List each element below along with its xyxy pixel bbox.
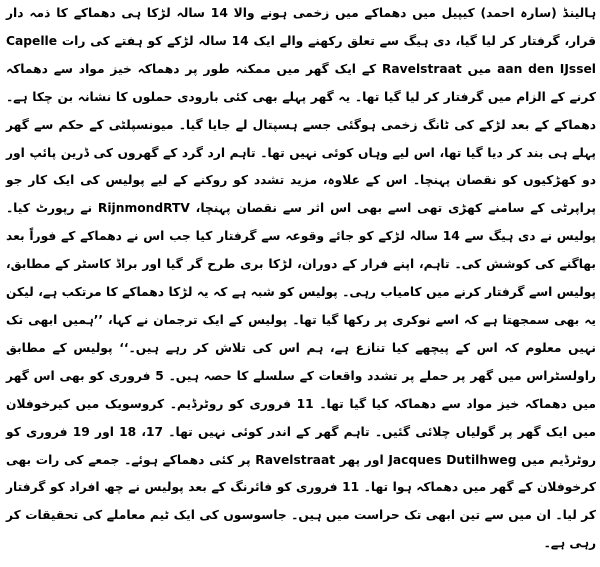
article-body: ہالینڈ (سارہ احمد) کیپیل میں دھماکے میں زخمی ہونے والا 14 سالہ لڑکا ہی دھماکے کا ذمہ دار قرار، گرفتار کر لیا گیا، دی ہیگ سے تعلق رکھنے والے ایک 14 سالہ لڑکے کو ہفتے کی رات Capelle aan den IJssel میں Ravelstraat کے ایک گھر میں ممکنہ طور پر دھماکہ خیز مواد سے دھماکہ کرنے کے الزام میں گرفتار کر لیا گیا تھا۔ یہ گھر پہلے بھی کئی بارودی حملوں کا نشانہ بن چکا ہے۔ دھماکے کے بعد لڑکے کی ٹانگ زخمی ہوگئی جسے ہسپتال لے جایا گیا۔ میونسپلٹی کے حکم سے گھر پہلے ہی بند کر دیا گیا تھا، اس لیے وہاں کوئی نہیں تھا۔ تاہم ارد گرد کے گھروں کی ڈرین پائپ اور دو کھڑکیوں کو نقصان پہنچا۔ اس کے علاوہ، مزید تشدد کو روکنے کے لیے پولیس کی ایک کار جو پراپرٹی کے سامنے کھڑی تھی اسے بھی اس اثر سے نقصان پہنچا، RijnmondRTV نے رپورٹ کیا۔ پولیس نے دی ہیگ سے 14 سالہ لڑکے کو جائے وقوعہ سے گرفتار کیا جب اس نے دھماکے کے فوراً بعد بھاگنے کی کوشش کی۔ تاہم، اپنے فرار کے دوران، لڑکا بری طرح گر گیا اور براڈ کاسٹر کے مطابق، پولیس اسے گرفتار کرنے میں کامیاب رہی۔ پولیس کو شبہ ہے کہ یہ لڑکا دھماکے کا مرتکب ہے، لیکن یہ بھی سمجھتا ہے کہ اسے نوکری پر رکھا گیا تھا۔ پولیس کے ایک ترجمان نے کہا، ’’ہمیں ابھی تک نہیں معلوم کہ اس کے پیچھے کیا تنازع ہے، ہم اس کی تلاش کر رہے ہیں۔‘‘ پولیس کے مطابق راولسٹراس میں گھر پر حملے پر تشدد واقعات کے سلسلے کا حصہ ہیں۔ 5 فروری کو بھی اس گھر میں دھماکہ خیز مواد سے دھماکہ کیا گیا تھا۔ 11 فروری کو روٹرڈیم۔ کروسویک میں کیرخوفلان میں ایک گھر پر گولیاں چلائی گئیں۔ تاہم گھر کے اندر کوئی نہیں تھا۔ 17، 18 اور 19 فروری کو روٹرڈیم میں Jacques Dutilhweg اور پھر Ravelstraat پر کئی دھماکے ہوئے۔ جمعے کی رات بھی کرخوفلان کے گھر میں دھماکہ ہوا تھا۔ 11 فروری کو فائرنگ کے بعد پولیس نے چھ افراد کو گرفتار کر لیا۔ ان میں سے تین ابھی تک حراست میں ہیں۔ جاسوسوں کی ایک ٹیم معاملے کی تحقیقات کر رہی ہے۔ — [6, 6, 597, 551]
